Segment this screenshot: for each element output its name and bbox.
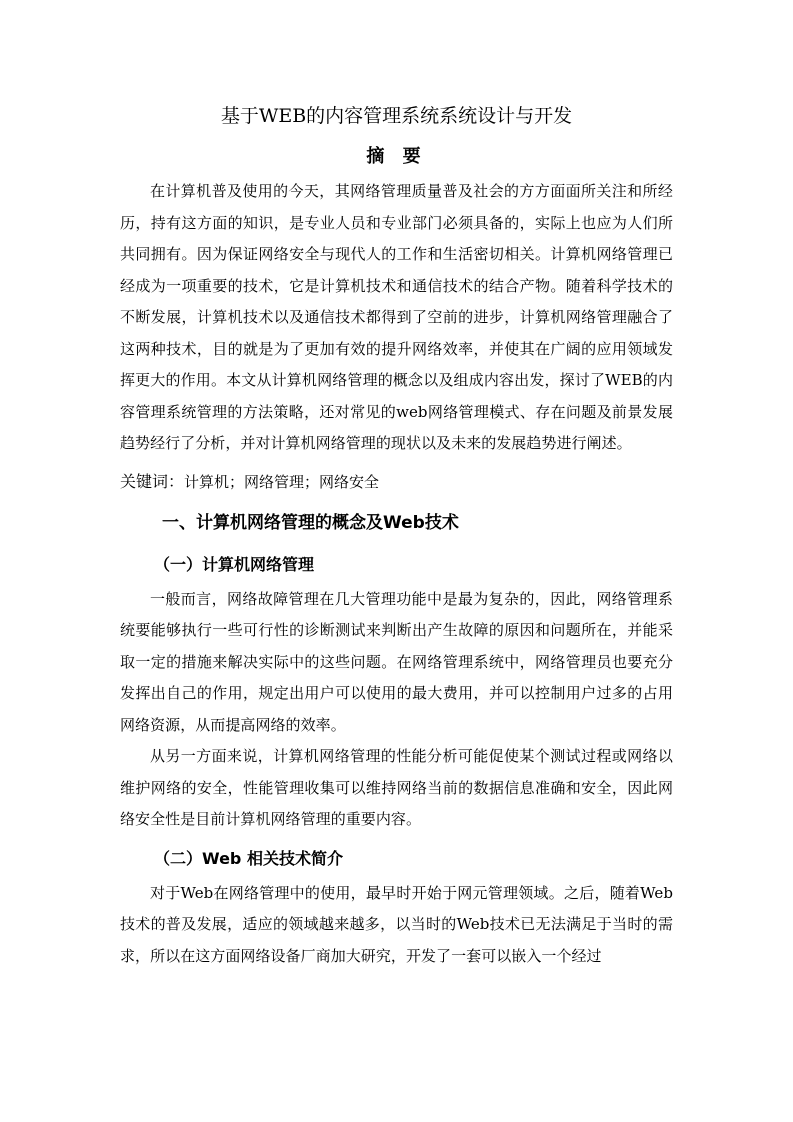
section-1-1-heading: （一）计算机网络管理 — [154, 554, 315, 574]
section-1-2-heading: （二）Web 相关技术简介 — [154, 848, 343, 868]
keywords-line — [120, 466, 673, 498]
section-1-heading: 一、计算机网络管理的概念及Web技术 — [162, 512, 459, 533]
document-page — [120, 96, 673, 972]
keywords-label: 关键词： — [120, 471, 185, 491]
keywords-value: 计算机；网络管理；网络安全 — [184, 472, 380, 491]
abstract-heading: 摘 要 — [366, 146, 427, 167]
abstract-paragraph: 在计算机普及使用的今天，其网络管理质量普及社会的方方面面所关注和所经历，持有这方面的知识，是专业人员和专业部门必须具备的，实际上也应为人们所共同拥有。因为保证网络安全与现代人的工作和生活密切相关。计算机网络管理已经成为一项重要的技术，它是计算机技术和通信技术的结合产物。随着科学技术的不断发展，计算机技术以及通信技术都得到了空前的进步，计算机网络管理融合了这两种技术，目的就是为了更加有效的提升网络效率，并使其在广阔的应用领域发挥更大的作用。本文从计算机网络管理的概念以及组成内容出发，探讨了WEB的内容管理系统管理的方法策略，还对常见的web网络管理模式、存在问题及前景发展趋势经行了分析，并对计算机网络管理的现状以及未来的发展趋势进行阐述。 — [120, 182, 673, 452]
section-1-1-paragraph-1: 一般而言，网络故障管理在几大管理功能中是最为复杂的，因此，网络管理系统要能够执行一些可行性的诊断测试来判断出产生故障的原因和问题所在，并能采取一定的措施来解决实际中的这些问题。在网络管理系统中，网络管理员也要充分发挥出自己的作用，规定出用户可以使用的最大费用，并可以控制用户过多的占用网络资源，从而提高网络的效率。 — [120, 589, 673, 734]
section-1-1-paragraph-2: 从另一方面来说，计算机网络管理的性能分析可能促使某个测试过程或网络以维护网络的安全，性能管理收集可以维持网络当前的数据信息准确和安全，因此网络安全性是目前计算机网络管理的重要内容。 — [120, 747, 673, 828]
document-title: 基于WEB的内容管理系统系统设计与开发 — [220, 105, 573, 127]
section-1-2-paragraph-1: 对于Web在网络管理中的使用，最早时开始于网元管理领域。之后，随着Web技术的普及发展，适应的领域越来越多，以当时的Web技术已无法满足于当时的需求，所以在这方面网络设备厂商加大研究，开发了一套可以嵌入一个经过 — [120, 883, 673, 965]
